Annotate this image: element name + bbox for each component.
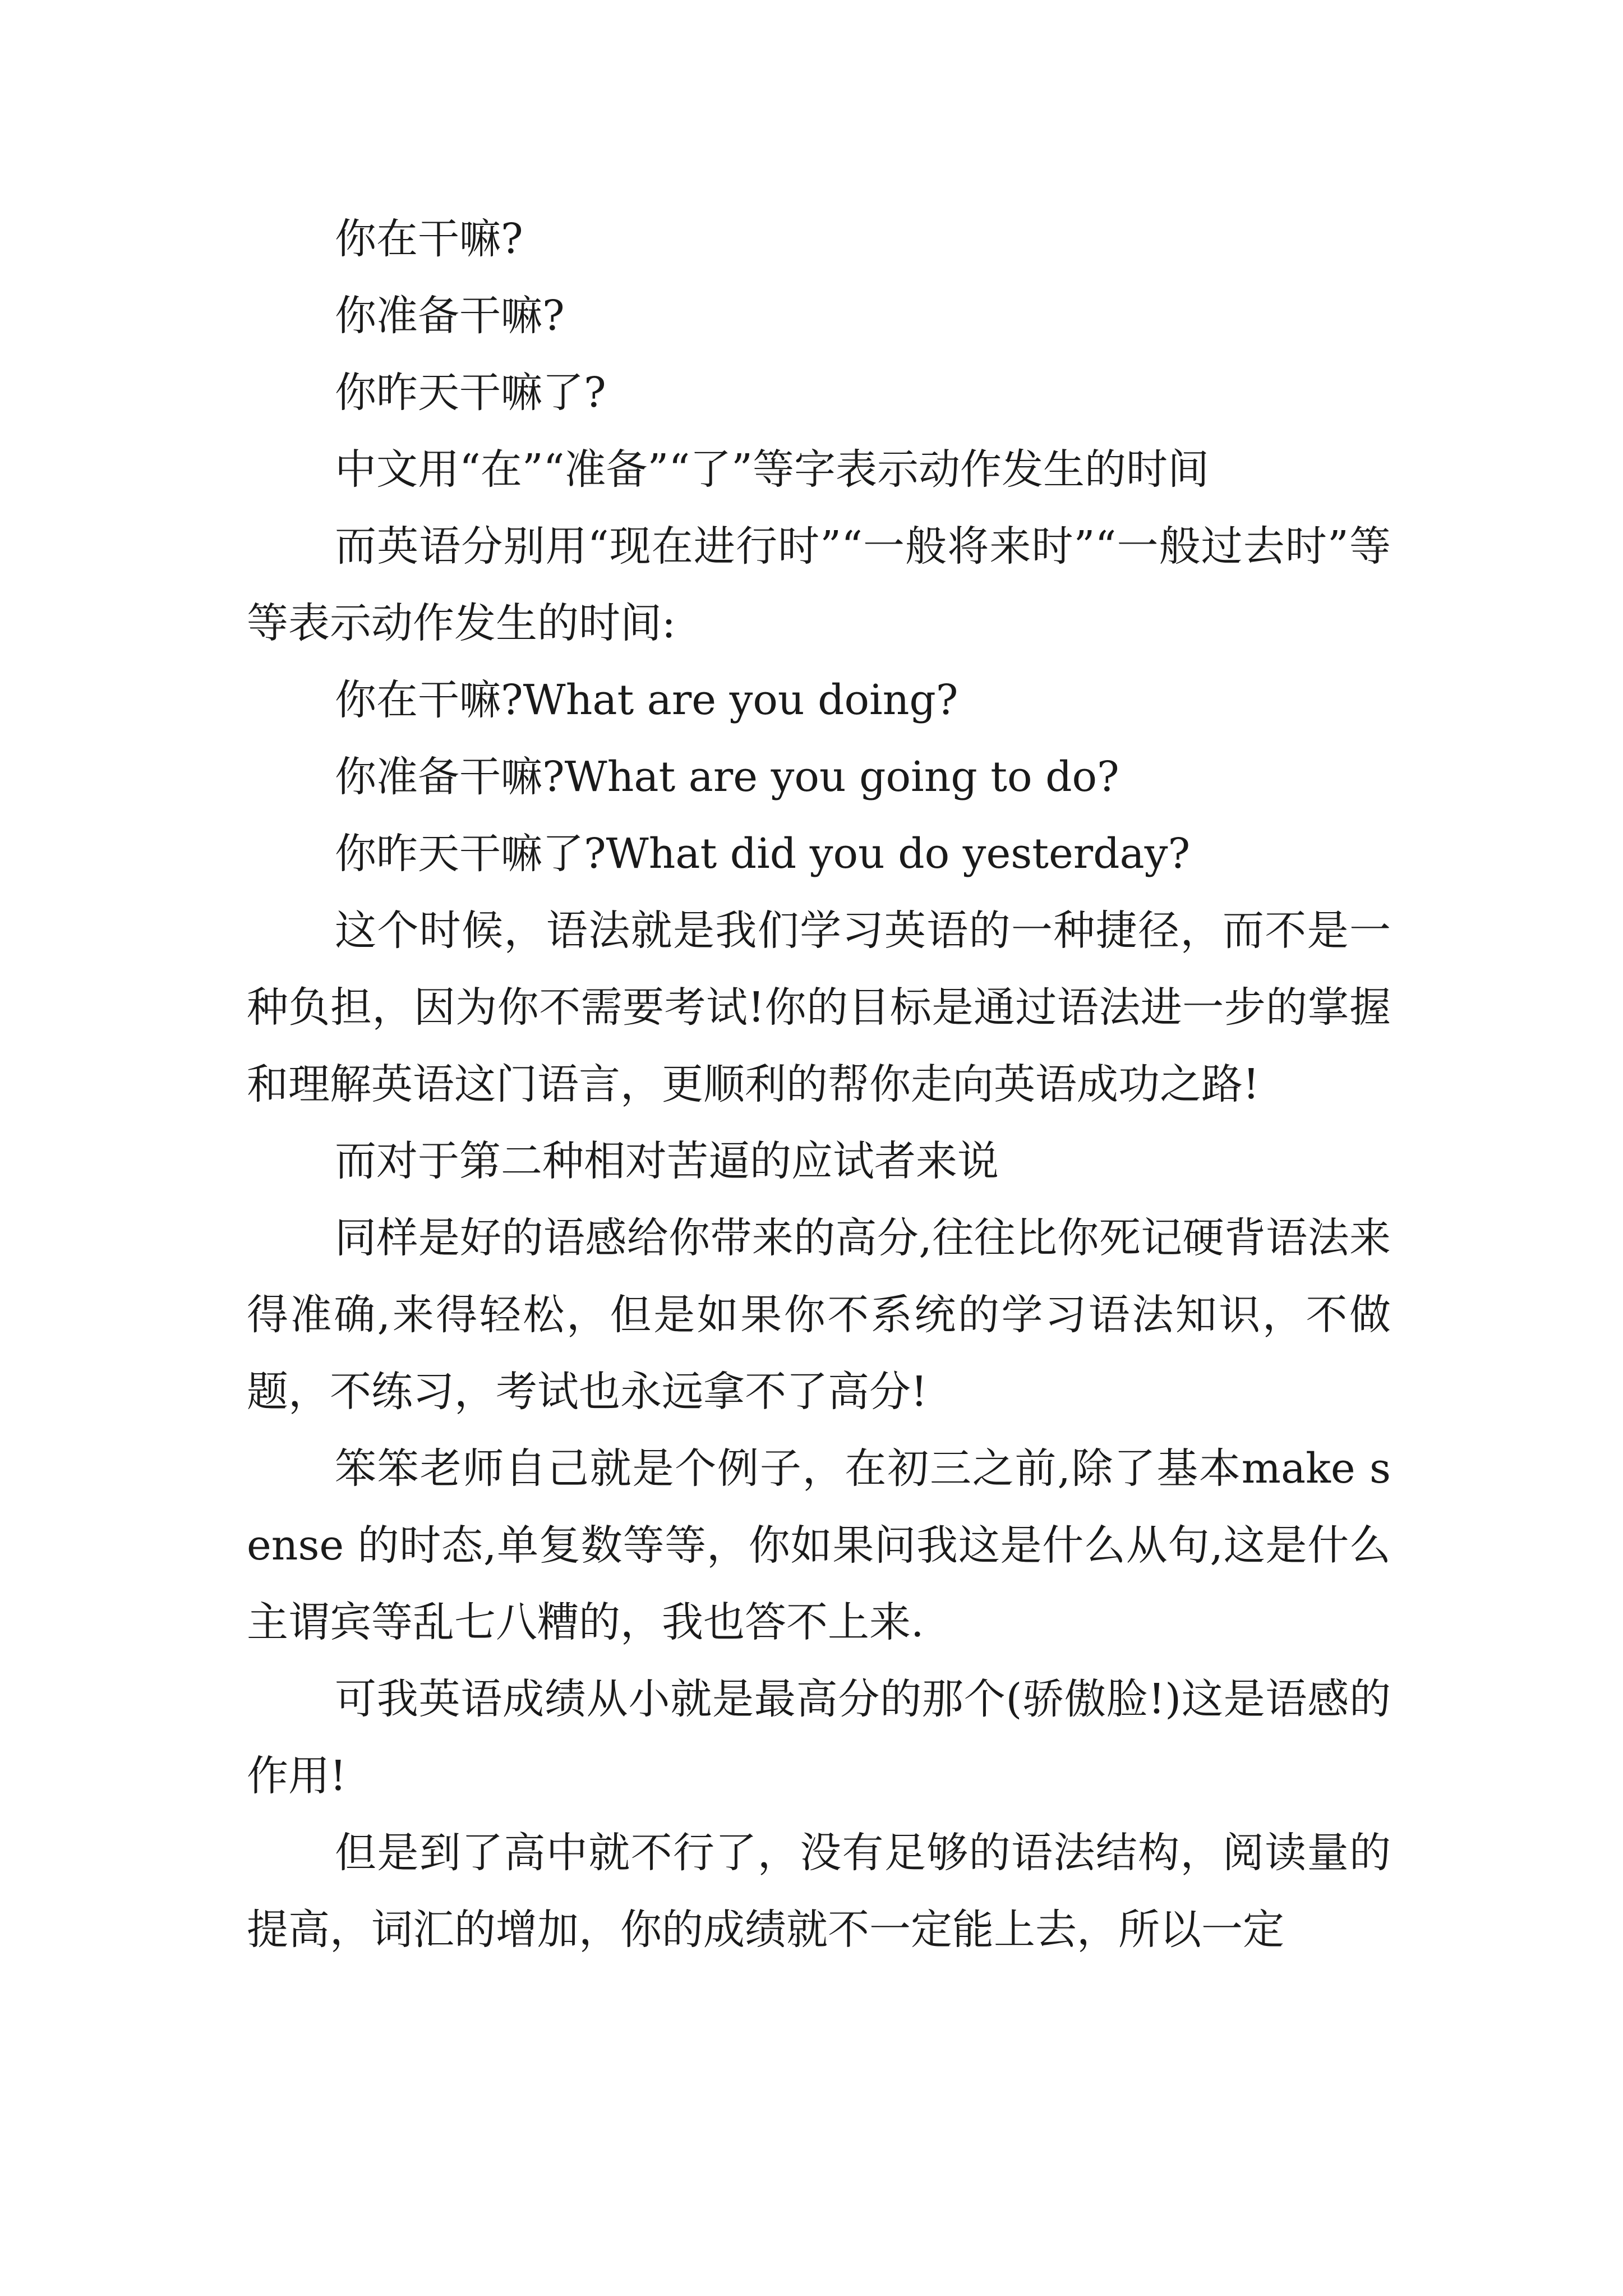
paragraph: 可我英语成绩从小就是最高分的那个(骄傲脸!)这是语感的作用! [247, 1675, 1391, 1800]
paragraph: 而英语分别用“现在进行时”“一般将来时”“一般过去时”等等表示动作发生的时间: [247, 522, 1391, 647]
paragraph: 你准备干嘛? [335, 292, 565, 340]
paragraph: 你昨天干嘛了?What did you do yesterday? [335, 830, 1191, 878]
paragraph: 中文用“在”“准备”“了”等字表示动作发生的时间 [335, 445, 1209, 494]
paragraph: 同样是好的语感给你带来的高分,往往比你死记硬背语法来得准确,来得轻松，但是如果你不系统的学习语法知识，不做题，不练习，考试也永远拿不了高分! [247, 1214, 1391, 1416]
document-body [247, 201, 1391, 1968]
paragraph: 笨笨老师自己就是个例子，在初三之前,除了基本make sense 的时态,单复数等等，你如果问我这是什么从句,这是什么主谓宾等乱七八糟的，我也答不上来. [247, 1444, 1391, 1646]
paragraph: 这个时候，语法就是我们学习英语的一种捷径，而不是一种负担，因为你不需要考试!你的目标是通过语法进一步的掌握和理解英语这门语言，更顺利的帮你走向英语成功之路! [247, 907, 1391, 1108]
paragraph: 而对于第二种相对苦逼的应试者来说 [335, 1137, 999, 1185]
paragraph: 你昨天干嘛了? [335, 369, 606, 417]
paragraph: 你在干嘛? [335, 215, 523, 263]
paragraph: 但是到了高中就不行了，没有足够的语法结构，阅读量的提高，词汇的增加，你的成绩就不一定能上去，所以一定 [247, 1829, 1391, 1954]
paragraph: 你在干嘛?What are you doing? [335, 676, 958, 724]
paragraph: 你准备干嘛?What are you going to do? [335, 753, 1119, 801]
